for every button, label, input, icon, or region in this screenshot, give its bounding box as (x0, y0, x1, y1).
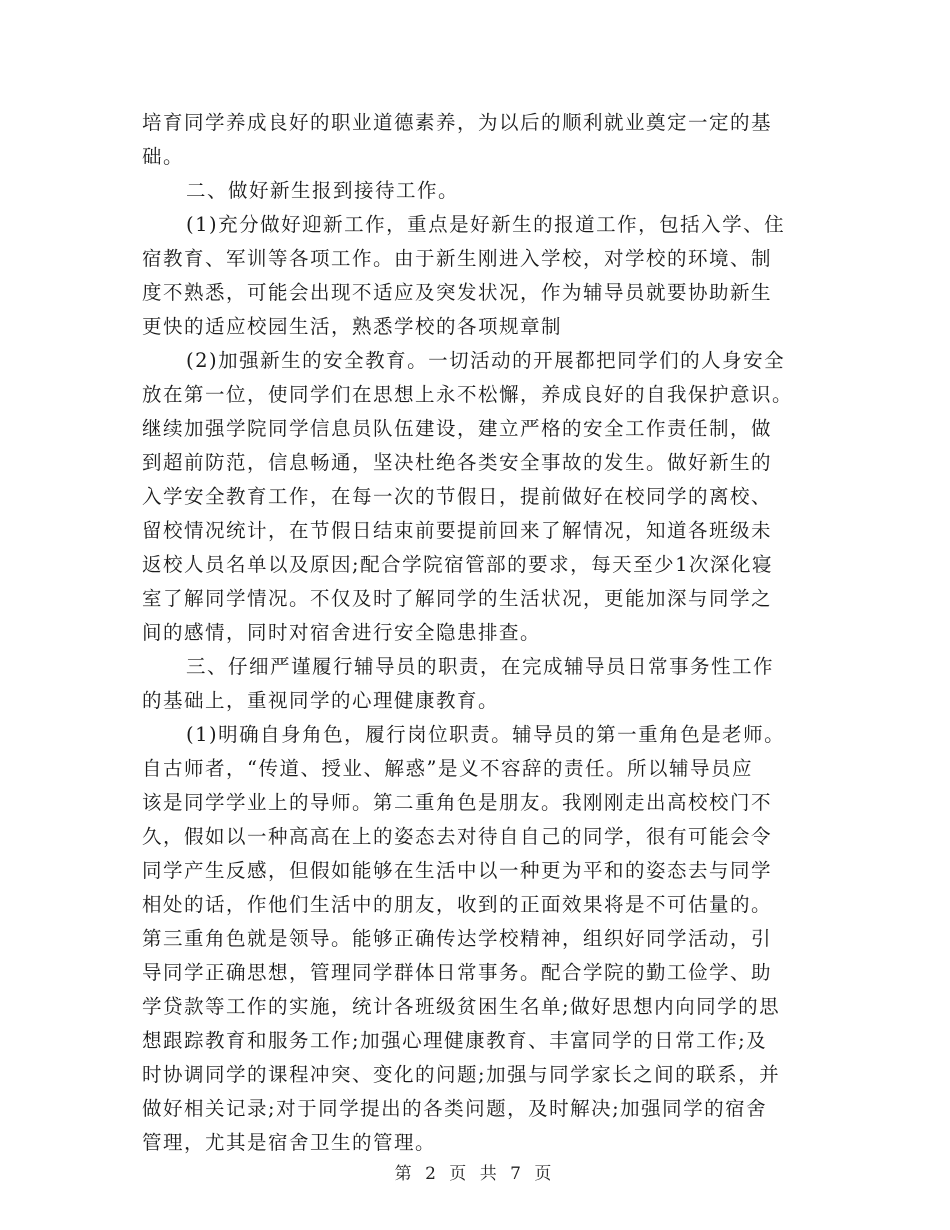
text-line: 到超前防范，信息畅通，坚决杜绝各类安全事故的发生。做好新生的 (142, 451, 773, 474)
text-line: 第三重角色就是领导。能够正确传达学校精神，组织好同学活动，引 (142, 927, 773, 950)
text-line: 培育同学养成良好的职业道德素养，为以后的顺利就业奠定一定的基 (142, 111, 773, 134)
text-line: 入学安全教育工作，在每一次的节假日，提前做好在校同学的离校、 (142, 485, 773, 508)
text-line: 宿教育、军训等各项工作。由于新生刚进入学校，对学校的环境、制 (142, 247, 773, 270)
text-line: 相处的话，作他们生活中的朋友，收到的正面效果将是不可估量的。 (142, 893, 773, 916)
text-line: 自古师者，“传道、授业、解惑”是义不容辞的责任。所以辅导员应 (142, 757, 753, 780)
text-line: 时协调同学的课程冲突、变化的问题;加强与同学家长之间的联系，并 (142, 1063, 781, 1086)
text-line: 留校情况统计，在节假日结束前要提前回来了解情况，知道各班级未 (142, 519, 773, 542)
text-line: (1)充分做好迎新工作，重点是好新生的报道工作，包括入学、住 (186, 213, 786, 236)
section-heading: 二、做好新生报到接待工作。 (186, 179, 460, 202)
text-line: 继续加强学院同学信息员队伍建设，建立严格的安全工作责任制，做 (142, 417, 773, 440)
text-line: 学贷款等工作的实施，统计各班级贫困生名单;做好思想内向同学的思 (142, 995, 781, 1018)
text-line: 导同学正确思想，管理同学群体日常事务。配合学院的勤工俭学、助 (142, 961, 773, 984)
text-line: 间的感情，同时对宿舍进行安全隐患排查。 (142, 621, 542, 644)
text-line: 室了解同学情况。不仅及时了解同学的生活状况，更能加深与同学之 (142, 587, 773, 610)
text-line: 久，假如以一种高高在上的姿态去对待自自己的同学，很有可能会令 (142, 825, 773, 848)
text-line: 返校人员名单以及原因;配合学院宿管部的要求，每天至少1次深化寝 (142, 553, 773, 576)
text-line: 同学产生反感，但假如能够在生活中以一种更为平和的姿态去与同学 (142, 859, 773, 882)
text-line: 础。 (142, 145, 185, 168)
text-line: 想跟踪教育和服务工作;加强心理健康教育、丰富同学的日常工作;及 (142, 1029, 768, 1052)
text-line: 度不熟悉，可能会出现不适应及突发状况，作为辅导员就要协助新生 (142, 281, 773, 304)
text-line: 放在第一位，使同学们在思想上永不松懈，养成良好的自我保护意识。 (142, 383, 794, 406)
text-line: 该是同学学业上的导师。第二重角色是朋友。我刚刚走出高校校门不 (142, 791, 773, 814)
section-heading: 三、仔细严谨履行辅导员的职责，在完成辅导员日常事务性工作 (186, 655, 775, 678)
text-line: 更快的适应校园生活，熟悉学校的各项规章制 (142, 315, 563, 338)
text-line: 管理，尤其是宿舍卫生的管理。 (142, 1131, 437, 1154)
text-line: (1)明确自身角色，履行岗位职责。辅导员的第一重角色是老师。 (186, 723, 786, 746)
text-line: 的基础上，重视同学的心理健康教育。 (142, 689, 500, 712)
text-line: 做好相关记录;对于同学提出的各类问题，及时解决;加强同学的宿舍 (142, 1097, 768, 1120)
page-number-footer: 第 2 页 共 7 页 (394, 1164, 556, 1184)
text-line: (2)加强新生的安全教育。一切活动的开展都把同学们的人身安全 (186, 349, 786, 372)
